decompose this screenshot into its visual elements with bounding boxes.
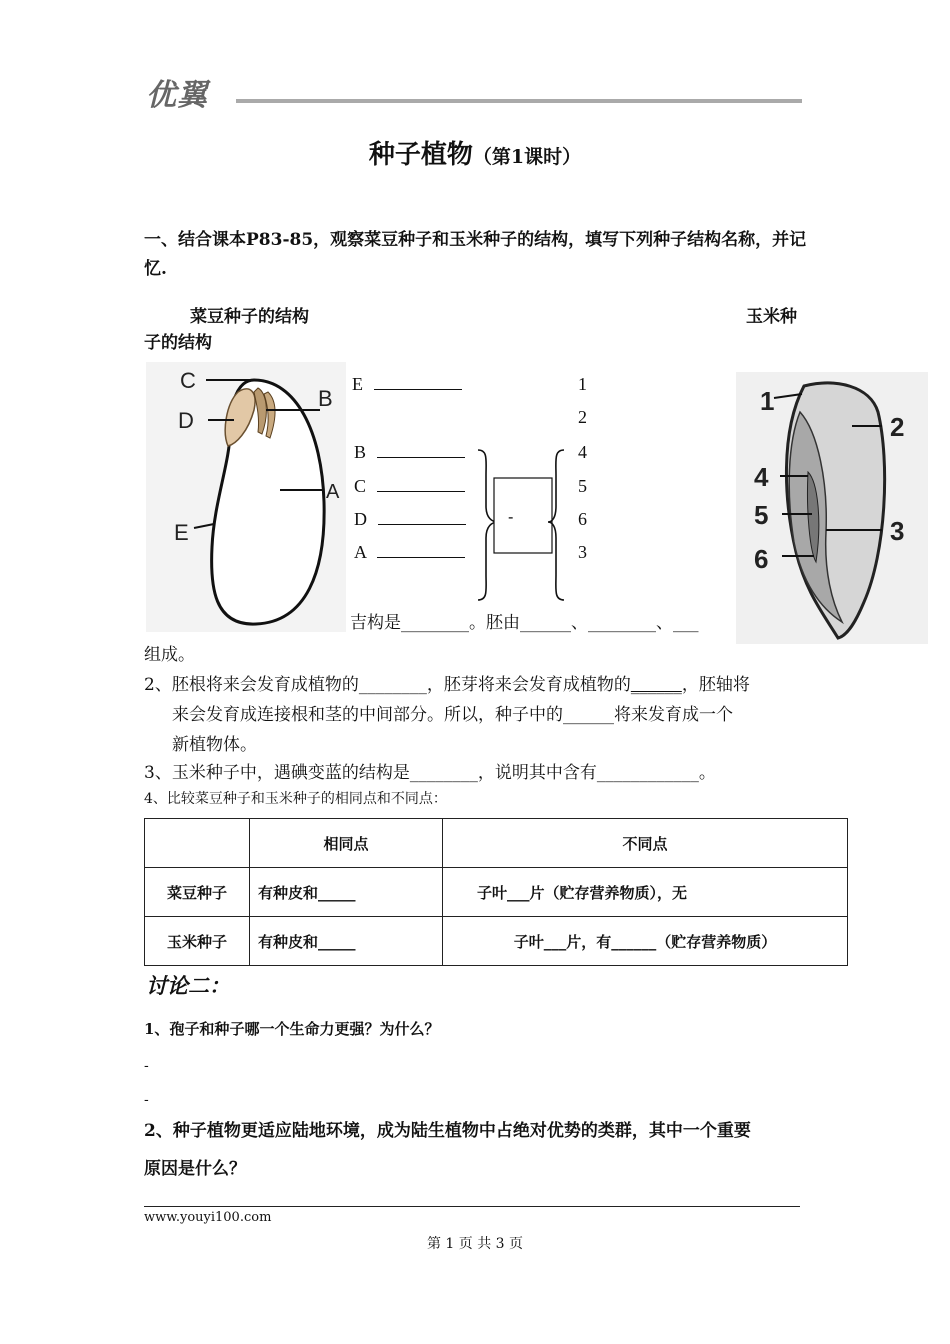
blank-line[interactable] (378, 524, 466, 525)
q2-line1-a: 2、胚根将来会发育成植物的________，胚芽将来会发育成植物的 (144, 675, 631, 695)
table-cell: 玉米种子 (145, 917, 250, 966)
title-main: 种子植物 (368, 140, 473, 170)
bracket-group (472, 446, 582, 606)
bean-seed-diagram (146, 362, 346, 632)
answer-dash-1[interactable]: - (144, 1058, 149, 1074)
page-title (0, 134, 950, 171)
page-number: 第 1 页 共 3 页 (426, 1236, 524, 1252)
q4-text: 4、比较菜豆种子和玉米种子的相同点和不同点： (144, 791, 447, 807)
corn-label-1: 1 (760, 386, 775, 416)
q2-line2: 来会发育成连接根和茎的中间部分。所以，种子中的______将来发育成一个 (172, 705, 733, 725)
table-header-row (145, 819, 848, 868)
table-cell: 有种皮和_____ (250, 917, 443, 966)
num-2: 2 (578, 407, 587, 427)
discussion-q2-b: 原因是什么？ (144, 1159, 246, 1179)
fill-row-letter: B (354, 442, 367, 462)
num-6: 6 (578, 509, 587, 529)
table-row (145, 917, 848, 966)
corn-label-5: 5 (754, 500, 769, 530)
title-sub: （第1课时） (472, 146, 582, 168)
num-4: 4 (578, 442, 587, 462)
corn-label-3: 3 (890, 516, 905, 546)
fill-row-letter: A (354, 542, 367, 562)
fill-row-e (352, 374, 462, 395)
corn-label-6: 6 (754, 544, 769, 574)
brand-logo: 优翼 (146, 78, 208, 113)
header-rule (236, 99, 802, 103)
blank-line[interactable] (374, 389, 462, 390)
q2-line1-c: ，胚轴将 (681, 675, 750, 695)
discussion-q2-a: 2、种子植物更适应陆地环境，成为陆生植物中占绝对优势的类群，其中一个重要 (144, 1121, 751, 1141)
blank-line[interactable] (377, 491, 465, 492)
corn-caption-b: 子的结构 (144, 333, 212, 353)
bean-caption: 菜豆种子的结构 (190, 307, 309, 327)
q1-tail: 吉构是________。胚由______、________、___ (350, 613, 699, 633)
footer-rule (144, 1206, 800, 1207)
q3-text: 3、玉米种子中，遇碘变蓝的结构是________，说明其中含有____________。 (144, 763, 716, 783)
fill-row-c (354, 476, 465, 497)
bean-label-c: C (180, 368, 196, 393)
q2-line3: 新植物体。 (172, 735, 257, 755)
table-cell: 菜豆种子 (145, 868, 250, 917)
bean-label-e: E (174, 520, 189, 545)
discussion-heading: 讨论二： (146, 973, 230, 998)
fill-row-letter: D (354, 509, 367, 529)
table-cell: 子叶___片（贮存营养物质），无 (443, 868, 848, 917)
section1-instruction: 一、结合课本P83-85，观察菜豆种子和玉米种子的结构，填写下列种子结构名称，并记忆. (144, 230, 807, 279)
bean-label-b: B (318, 386, 333, 411)
table-header-cell: 不同点 (443, 819, 848, 868)
num-1: 1 (578, 374, 587, 394)
q1-end: 组成。 (144, 645, 195, 665)
corn-seed-diagram (736, 372, 928, 644)
bean-label-a: A (326, 481, 340, 503)
num-5: 5 (578, 476, 587, 496)
table-header-cell (145, 819, 250, 868)
footer-url: www.youyi100.com (144, 1210, 272, 1225)
table-cell: 子叶___片，有______（贮存营养物质） (443, 917, 848, 966)
corn-label-4: 4 (754, 462, 769, 492)
table-row (145, 868, 848, 917)
corn-caption-a: 玉米种 (746, 307, 797, 327)
table-cell: 有种皮和_____ (250, 868, 443, 917)
fill-row-a (354, 542, 465, 563)
q2-line1 (144, 670, 750, 700)
fill-row-letter: E (352, 374, 363, 394)
corn-label-2: 2 (890, 412, 905, 442)
blank-line[interactable] (377, 557, 465, 558)
table-header-cell: 相同点 (250, 819, 443, 868)
box-mark: - (508, 507, 514, 526)
fill-row-d (354, 509, 466, 530)
num-3: 3 (578, 542, 587, 562)
bean-label-d: D (178, 408, 194, 433)
fill-row-letter: C (354, 476, 367, 496)
answer-dash-2[interactable]: - (144, 1092, 149, 1108)
comparison-table (144, 818, 848, 966)
q2-line1-b: ______ (630, 675, 682, 695)
discussion-q1: 1、孢子和种子哪一个生命力更强？为什么？ (144, 1020, 440, 1038)
fill-row-b (354, 442, 465, 463)
blank-line[interactable] (377, 457, 465, 458)
